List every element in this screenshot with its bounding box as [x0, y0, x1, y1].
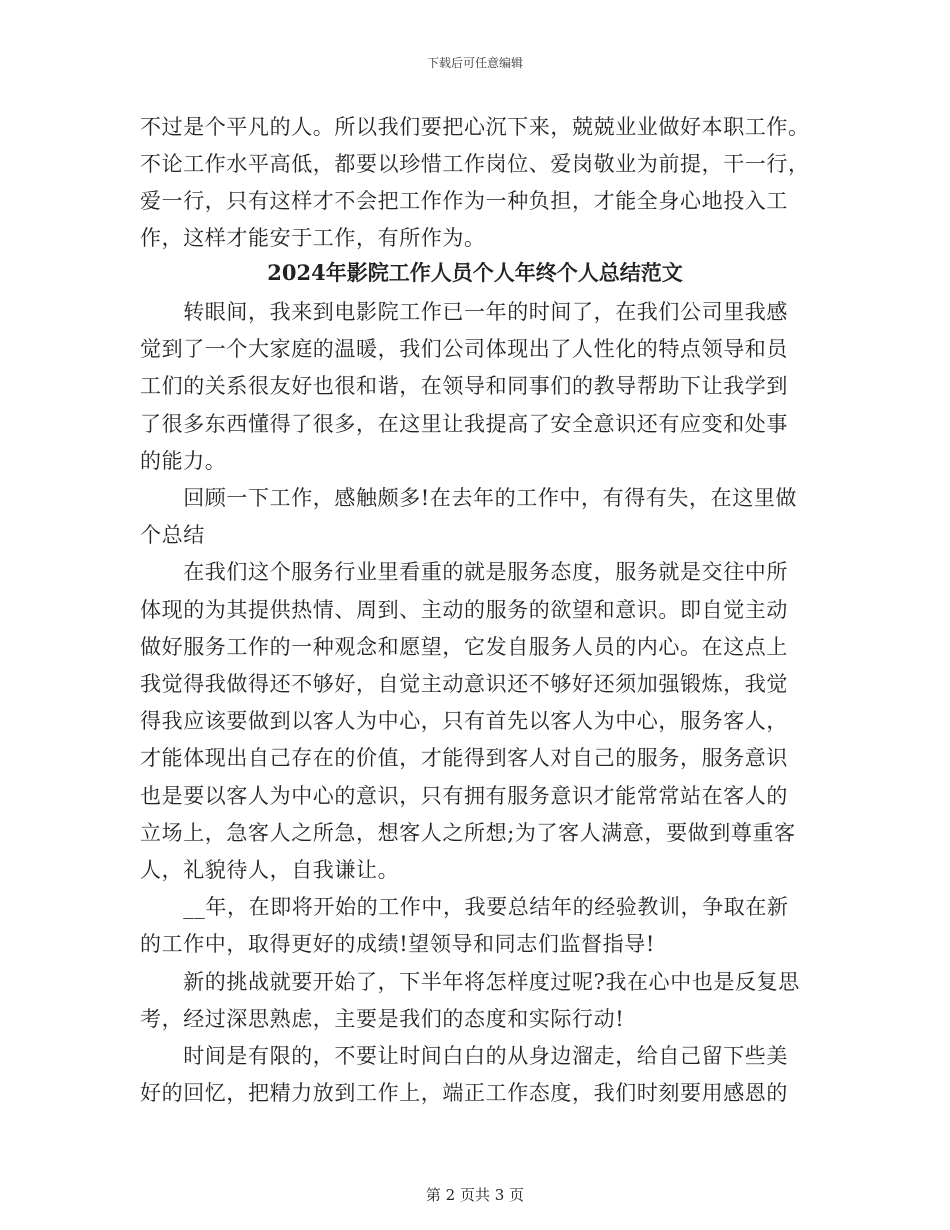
text-line: 才能体现出自己存在的价值，才能得到客人对自己的服务，服务意识: [140, 746, 788, 771]
text-line: 的能力。: [140, 448, 227, 473]
text-line: __年，在即将开始的工作中，我要总结年的经验教训，争取在新: [140, 895, 789, 920]
text-line: 作，这样才能安于工作，有所作为。: [140, 226, 486, 250]
article-title: 2024年影院工作人员个人年终个人总结范文: [267, 260, 683, 285]
text-line: 立场上，急客人之所急，想客人之所想;为了客人满意，要做到尊重客: [140, 820, 796, 845]
page-header: 下载后可任意编辑: [426, 56, 523, 70]
text-line: 觉到了一个大家庭的温暖，我们公司体现出了人性化的特点领导和员: [140, 337, 788, 362]
text-line: 不论工作水平高低，都要以珍惜工作岗位、爱岗敬业为前提，干一行，: [140, 152, 810, 176]
text-line: 了很多东西懂得了很多，在这里让我提高了安全意识还有应变和处事: [140, 411, 788, 436]
text-line: 转眼间，我来到电影院工作已一年的时间了，在我们公司里我感: [140, 300, 788, 324]
text-line: 新的挑战就要开始了，下半年将怎样度过呢?我在心中也是反复思: [140, 969, 800, 994]
text-line: 在我们这个服务行业里看重的就是服务态度，服务就是交往中所: [140, 560, 788, 585]
text-line: 人，礼貌待人，自我谦让。: [140, 858, 400, 882]
text-line: 不过是个平凡的人。所以我们要把心沉下来，兢兢业业做好本职工作。: [140, 115, 810, 139]
text-line: 工们的关系很友好也很和谐，在领导和同事们的教导帮助下让我学到: [140, 374, 788, 399]
page-footer: 第 2 页共 3 页: [425, 1186, 525, 1204]
text-line: 爱一行，只有这样才不会把工作作为一种负担，才能全身心地投入工: [140, 189, 788, 213]
text-line: 时间是有限的，不要让时间白白的从身边溜走，给自己留下些美: [140, 1044, 788, 1068]
text-line: 个总结: [140, 523, 205, 548]
text-line: 回顾一下工作，感触颇多!在去年的工作中，有得有失，在这里做: [140, 486, 798, 510]
text-line: 好的回忆，把精力放到工作上，端正工作态度，我们时刻要用感恩的: [140, 1081, 788, 1106]
text-line: 我觉得我做得还不够好，自觉主动意识还不够好还须加强锻炼，我觉: [140, 672, 788, 696]
text-line: 的工作中，取得更好的成绩!望领导和同志们监督指导!: [140, 932, 655, 957]
text-line: 考，经过深思熟虑，主要是我们的态度和实际行动!: [140, 1006, 625, 1031]
text-line: 做好服务工作的一种观念和愿望，它发自服务人员的内心。在这点上: [140, 634, 788, 659]
text-line: 也是要以客人为中心的意识，只有拥有服务意识才能常常站在客人的: [140, 783, 788, 808]
text-line: 得我应该要做到以客人为中心，只有首先以客人为中心，服务客人，: [140, 709, 788, 734]
text-line: 体现的为其提供热情、周到、主动的服务的欲望和意识。即自觉主动: [140, 597, 788, 622]
